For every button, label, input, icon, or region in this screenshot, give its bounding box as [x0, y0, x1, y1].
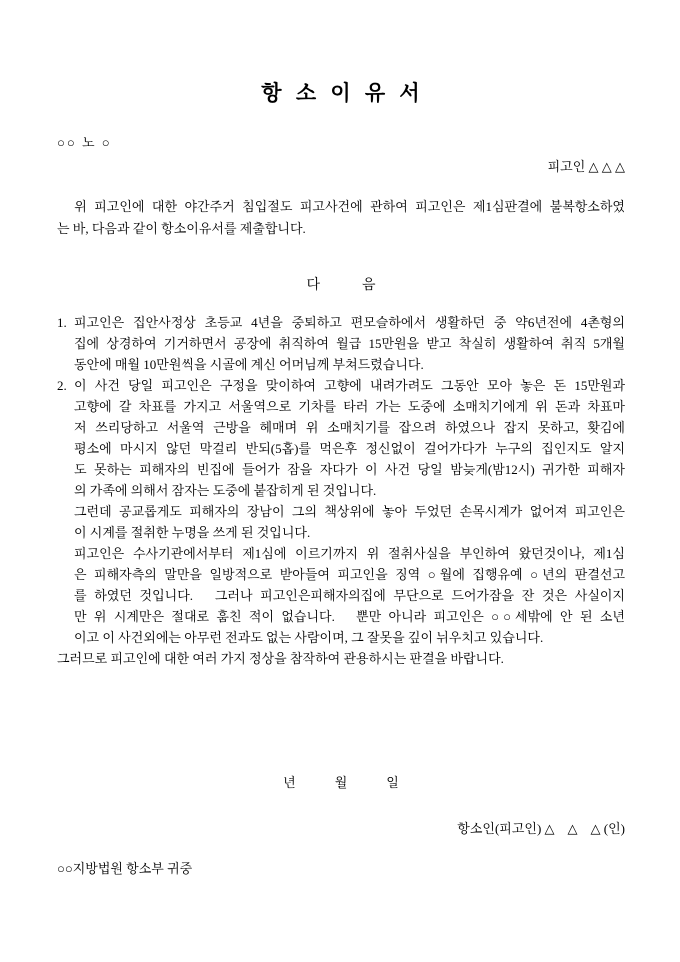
item-number: 1.	[57, 315, 67, 330]
text-line: 동안에 매월 10만원씩을 시골에 계신 어머님께 부쳐드렸습니다.	[74, 357, 424, 372]
text-line: 피고인은 수사기관에서부터 제1심에 이르기까지 위 절취사실을 부인하여 왔던것이나, 제1심	[74, 546, 625, 561]
reason-item	[57, 312, 625, 375]
date-line: 년 월 일	[283, 775, 399, 790]
item-content	[74, 312, 625, 375]
text-line: 평소에 마시지 않던 막걸리 반되(5홉)를 먹은후 정신없이 걸어가다가 누구의 집인지도 알지	[74, 441, 625, 456]
text-line: 도 못하는 피해자의 빈집에 들어가 잠을 자다가 이 사건 당일 밤늦게(밤12시) 귀가한 피해자	[74, 462, 625, 477]
text-line: 는 바, 다음과 같이 항소이유서를 제출합니다.	[57, 221, 306, 236]
item-number: 2.	[57, 378, 67, 393]
text-line: 이 사건 당일 피고인은 구정을 맞이하여 고향에 내려가려도 그동안 모아 놓은 돈 15만원과	[74, 378, 625, 393]
paragraph	[74, 312, 625, 375]
document-title: 항 소 이 유 서	[261, 81, 421, 105]
text-line: 은 피해자측의 말만을 일방적으로 받아들여 피고인을 징역 ○월에 집행유예 ○년의 판결선고	[74, 567, 625, 582]
reason-item	[57, 375, 625, 648]
reason-list	[57, 312, 625, 648]
paragraph	[74, 375, 625, 501]
paragraph	[74, 543, 625, 648]
text-line: 위 피고인에 대한 야간주거 침입절도 피고사건에 관하여 피고인은 제1심판결에 불복항소하였	[57, 199, 625, 214]
text-line: 그런데 공교롭게도 피해자의 장남이 그의 책상위에 놓아 두었던 손목시계가 없어져 피고인은	[74, 504, 625, 519]
text-line: 저 쓰리당하고 서울역 근방을 헤매며 위 소매치기를 잡으려 하였으나 잡지 못하고, 홧김에	[74, 420, 625, 435]
defendant-line: 피고인 △ △ △	[547, 159, 625, 174]
intro-paragraph	[57, 196, 625, 240]
text-line: 이 시계를 절취한 누명을 쓰게 된 것입니다.	[74, 525, 311, 540]
text-line: 만 위 시계만은 절대로 훔친 적이 없습니다. 뿐만 아니라 피고인은 ○○세밖에 안 된 소년	[74, 609, 625, 624]
signer-line: 항소인(피고인) △ △ △ (인)	[457, 821, 625, 836]
text-line: 집에 상경하여 기거하면서 공장에 취직하여 월급 15만원을 받고 착실히 생활하여 취직 5개월	[74, 336, 625, 351]
paragraph	[57, 196, 625, 240]
item-content	[74, 375, 625, 648]
case-number: ○○ 노 ○	[57, 135, 112, 150]
text-line: 를 하였던 것입니다. 그러나 피고인은피해자의집에 무단으로 드어가잠을 잔 것은 사실이지	[74, 588, 625, 603]
text-line: 고향에 갈 차표를 가지고 서울역으로 기차를 타러 가는 도중에 소매치기에게 위 돈과 차표마	[74, 399, 625, 414]
closing-line: 그러므로 피고인에 대한 여러 가지 정상을 참작하여 관용하시는 판결을 바랍니다.	[57, 651, 504, 666]
paragraph	[74, 501, 625, 543]
text-line: 피고인은 집안사정상 초등교 4년을 중퇴하고 편모슬하에서 생활하던 중 약6년전에 4촌형의	[74, 315, 625, 330]
section-heading: 다 음	[306, 278, 376, 293]
text-line: 이고 이 사건외에는 아무런 전과도 없는 사람이며, 그 잘못을 깊이 뉘우치고 있습니다.	[74, 630, 544, 645]
text-line: 의 가족에 의해서 잠자는 도중에 붙잡히게 된 것입니다.	[74, 483, 377, 498]
recipient-line: ○○지방법원 항소부 귀중	[57, 861, 193, 876]
